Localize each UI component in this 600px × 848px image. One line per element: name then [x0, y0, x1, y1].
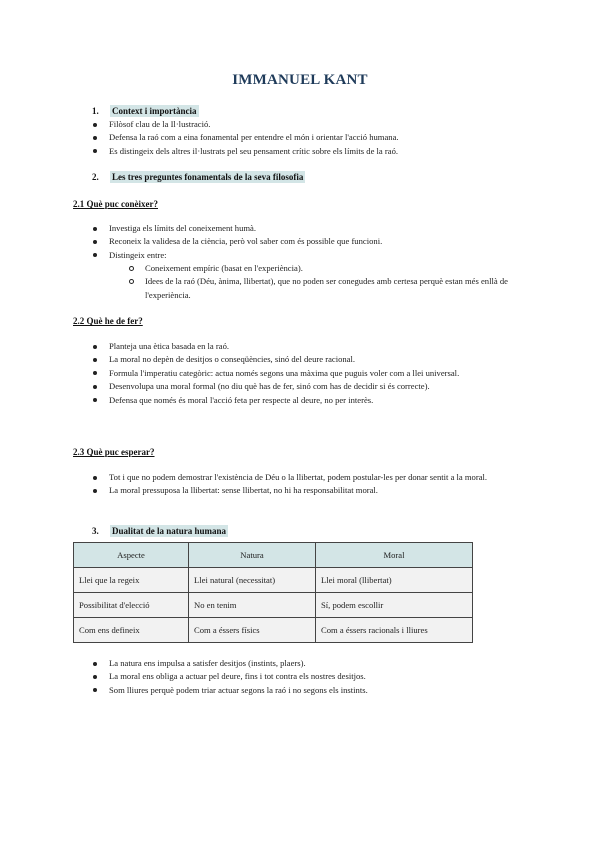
list-item: Coneixement empíric (basat en l'experiència). — [128, 262, 518, 275]
list-item: Som lliures perquè podem triar actuar segons la raó i no segons els instints. — [92, 684, 522, 697]
subsection-2-3-list — [92, 471, 522, 498]
table-header-row — [74, 543, 473, 568]
list-item: Idees de la raó (Déu, ànima, llibertat), que no poden ser conegudes amb certesa perquè estan més enllà de l'experiència. — [128, 275, 518, 302]
duality-table — [73, 542, 473, 643]
subsection-2-2-list — [92, 340, 522, 407]
list-item: Defensa que només és moral l'acció feta per respecte al deure, no per interès. — [92, 394, 522, 407]
subsection-2-2-heading: 2.2 Què he de fer? — [73, 316, 143, 326]
subsection-2-3-heading: 2.3 Què puc esperar? — [73, 447, 155, 457]
section-2-heading — [92, 172, 305, 182]
document-title: IMMANUEL KANT — [232, 72, 368, 88]
list-item: Investiga els límits del coneixement humà. — [92, 222, 522, 235]
section-3-heading — [92, 526, 228, 536]
list-item: La moral ens obliga a actuar pel deure, fins i tot contra els nostres desitjos. — [92, 670, 522, 683]
list-item: La natura ens impulsa a satisfer desitjos (instints, plaers). — [92, 657, 522, 670]
table-cell: Sí, podem escollir — [316, 593, 473, 618]
section-3-number: 3. — [92, 526, 99, 536]
table-cell: Com a éssers racionals i lliures — [316, 618, 473, 643]
list-item: Desenvolupa una moral formal (no diu què has de fer, sinó com has de decidir si és correcte). — [92, 380, 522, 393]
list-item: La moral no depèn de desitjos o conseqüències, sinó del deure racional. — [92, 353, 522, 366]
section-2-number: 2. — [92, 172, 99, 182]
table-cell: No en tenim — [189, 593, 316, 618]
table-row — [74, 568, 473, 593]
section-3-title: Dualitat de la natura humana — [112, 526, 227, 536]
table-cell: Com ens defineix — [74, 618, 189, 643]
section-1-list — [92, 118, 522, 158]
section-2-title: Les tres preguntes fonamentals de la seva filosofia — [112, 172, 304, 182]
table-cell: Llei natural (necessitat) — [189, 568, 316, 593]
table-header-cell: Moral — [316, 543, 473, 568]
subsection-2-1-list — [92, 222, 522, 262]
list-item: Es distingeix dels altres il·lustrats pel seu pensament crític sobre els límits de la raó. — [92, 145, 522, 158]
list-item: Formula l'imperatiu categòric: actua només segons una màxima que puguis voler com a llei universal. — [92, 367, 522, 380]
table-row — [74, 593, 473, 618]
list-item: Defensa la raó com a eina fonamental per entendre el món i orientar l'acció humana. — [92, 131, 522, 144]
section-1-number: 1. — [92, 106, 99, 116]
list-item: Reconeix la validesa de la ciència, però vol saber com és possible que funcioni. — [92, 235, 522, 248]
table-header-cell: Natura — [189, 543, 316, 568]
list-item: Planteja una ètica basada en la raó. — [92, 340, 522, 353]
table-cell: Llei que la regeix — [74, 568, 189, 593]
table-cell: Llei moral (llibertat) — [316, 568, 473, 593]
table-cell: Possibilitat d'elecció — [74, 593, 189, 618]
section-1-heading — [92, 106, 199, 116]
subsection-2-1-heading: 2.1 Què puc conèixer? — [73, 199, 158, 209]
table-header-cell: Aspecte — [74, 543, 189, 568]
subsection-2-1-sublist — [128, 262, 518, 302]
list-item: Distingeix entre: — [92, 249, 522, 262]
table-row — [74, 618, 473, 643]
list-item: La moral pressuposa la llibertat: sense llibertat, no hi ha responsabilitat moral. — [92, 484, 522, 497]
section-3-list — [92, 657, 522, 697]
section-1-title: Context i importància — [112, 106, 197, 116]
list-item: Filòsof clau de la Il·lustració. — [92, 118, 522, 131]
table-cell: Com a éssers físics — [189, 618, 316, 643]
list-item: Tot i que no podem demostrar l'existència de Déu o la llibertat, podem postular-les per donar sentit a la moral. — [92, 471, 522, 484]
